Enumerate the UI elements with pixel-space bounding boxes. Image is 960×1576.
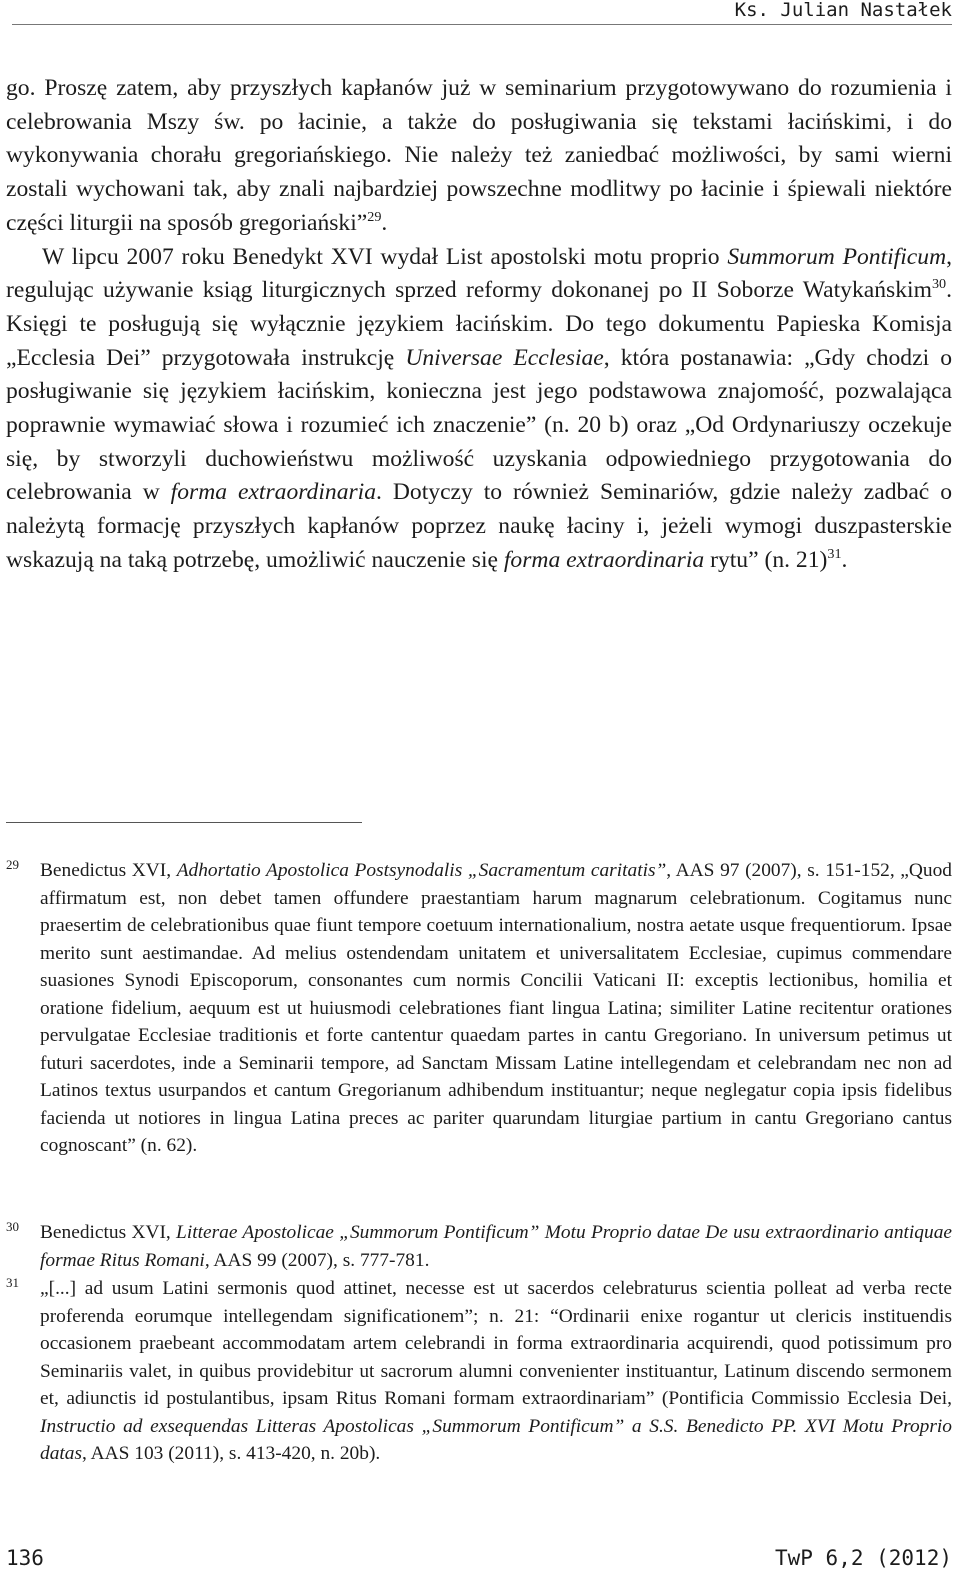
page-number: 136	[6, 1546, 44, 1570]
journal-citation: TwP 6,2 (2012)	[774, 1546, 952, 1570]
fn31-italic-title: Instructio ad exsequendas Litteras Apostolicas „Summorum Pontificum” a S.S. Benedicto PP. XVI Motu Proprio datas	[40, 1415, 952, 1464]
fn29-italic-title: Adhortatio Apostolica Postsynodalis „Sacramentum caritatis”	[176, 860, 667, 881]
p2-text: .	[841, 546, 848, 573]
fn30-italic-title: Litterae Apostolicae „Summorum Pontificum” Motu Proprio datae De usu extraordinario antiquae formae Ritus Romani	[40, 1222, 952, 1271]
body-text	[6, 72, 952, 578]
footnote-31-number: 31	[6, 1275, 19, 1290]
fn29-text: , AAS 97 (2007), s. 151-152, „Quod affirmatum est, non debet tamen offundere praestantiam harum magnarum celebrationum. Cogitamus nunc praesertim de celebrationibus quae fiunt tempore coetuum internationalium, nostra aetate usque frequentiorum. Ipsae merito sunt aestimandae. Ad melius ostendendam unitatem et universalitatem Ecclesiae, cupimus commendare suasiones Synodi Episcoporum, consonantes cum normis Concilii Vaticani II: exceptis lectionibus, homilia et oratione fidelium, aequum est ut huiusmodi celebrationes fiant lingua Latina; similiter Latine recitentur orationes pervulgatae Ecclesiae traditionis et forte cantentur quaedam partes in cantu Gregoriano. In universum petimus ut futuri sacerdotes, inde a Seminarii tempore, ad Sanctam Missam Latine intellegendam et celebrandam nec non ad Latinos textus usurpandos et cantum Gregorianum adhibendum instituantur; neque neglegatur copia ipsis fidelibus facienda ut notiores in lingua Latina preces ac pariter quarundam liturgiae partium in cantu Gregoriano cantus cognoscant” (n. 62).	[40, 860, 952, 1156]
footnote-separator	[6, 822, 362, 823]
footnote-31	[40, 1275, 952, 1468]
header-author: Ks. Julian Nastałek	[734, 0, 952, 21]
p2-italic-term: forma extraordinaria	[503, 546, 705, 573]
p2-text: , która postanawia: „Gdy chodzi o posługiwanie się językiem łacińskim, konieczna jest jego podstawowa znajomość, pozwalająca poprawnie wymawiać słowa i rozumieć ich znaczenie” (n. 20 b) oraz „Od Ordynariuszy oczekuje się, by stworzyli duchowieństwu możliwość uzyskania odpowiedniego przygotowania do celebrowania w	[6, 344, 953, 506]
p2-text: , regulując używanie ksiąg liturgicznych sprzed reformy dokonanej po II Soborze Watykańskim	[6, 243, 953, 304]
p2-italic-title: Universae Ecclesiae	[405, 344, 604, 371]
p2-text: W lipcu 2007 roku Benedykt XVI wydał List apostolski motu proprio	[42, 243, 728, 270]
fn30-text: , AAS 99 (2007), s. 777-781.	[204, 1249, 430, 1271]
p2-italic-title: Summorum Pontificum	[727, 243, 947, 270]
footnote-30	[40, 1219, 952, 1274]
footnote-29-number: 29	[6, 857, 19, 872]
fn30-text: Benedictus XVI,	[40, 1222, 177, 1243]
p2-italic-term: forma extraordinaria	[170, 479, 377, 506]
p2-text: . Dotyczy to również Seminariów, gdzie należy zadbać o należytą formację przyszłych kapłanów poprzez naukę łaciny i, jeżeli wymogi duszpasterskie wskazują na taką potrzebę, umożliwić nauczenie się	[6, 479, 953, 573]
fn31-text: „[...] ad usum Latini sermonis quod attinet, necesse est ut sacerdos celebraturus scientia polleat ad verba recte proferenda eorumque intellegendam significationem”; n. 21: “Ordinarii enixe rogantur ut clericis instituendis occasionem praebeant accommodatam artem celebrandi in forma extraordinaria acquirendi, quod potissimum pro Seminariis valet, in quibus providebitur ut sacrorum alumni convenienter instituantur, Latinum discendo sermonem et, adiunctis id postulantibus, ipsam Ritus Romani formam extraordinariam” (Pontificia Commissio Ecclesia Dei,	[40, 1278, 952, 1409]
footnote-30-number: 30	[6, 1219, 19, 1234]
paragraph-1-text: go. Proszę zatem, aby przyszłych kapłanów już w seminarium przygotowywano do rozumienia i celebrowania Mszy św. po łacinie, a także do posługiwania się tekstami łacińskimi, i do wykonywania chorału gregoriańskiego. Nie należy też zaniedbać możliwości, by sami wierni zostali wychowani tak, aby znali najbardziej powszechne modlitwy po łacinie i śpiewali niektóre części liturgii na sposób gregoriański”	[6, 75, 952, 236]
footnote-ref-30[interactable]: 30	[931, 276, 947, 293]
paragraph-1-end: .	[381, 209, 388, 236]
footnote-ref-29[interactable]: 29	[367, 208, 382, 225]
p2-text: . Księgi te posługują się wyłącznie językiem łacińskim. Do tego dokumentu Papieska Komisja „Ecclesia Dei” przygotowała instrukcję	[6, 277, 952, 371]
p2-text: rytu” (n. 21)	[704, 546, 828, 573]
paragraph-1	[6, 72, 952, 241]
running-header	[12, 0, 952, 25]
fn29-text: Benedictus XVI,	[40, 860, 177, 881]
footnote-29	[40, 857, 952, 1160]
paragraph-2	[6, 241, 952, 578]
fn31-text: , AAS 103 (2011), s. 413-420, n. 20b).	[82, 1443, 381, 1464]
footnote-ref-31[interactable]: 31	[827, 545, 842, 562]
